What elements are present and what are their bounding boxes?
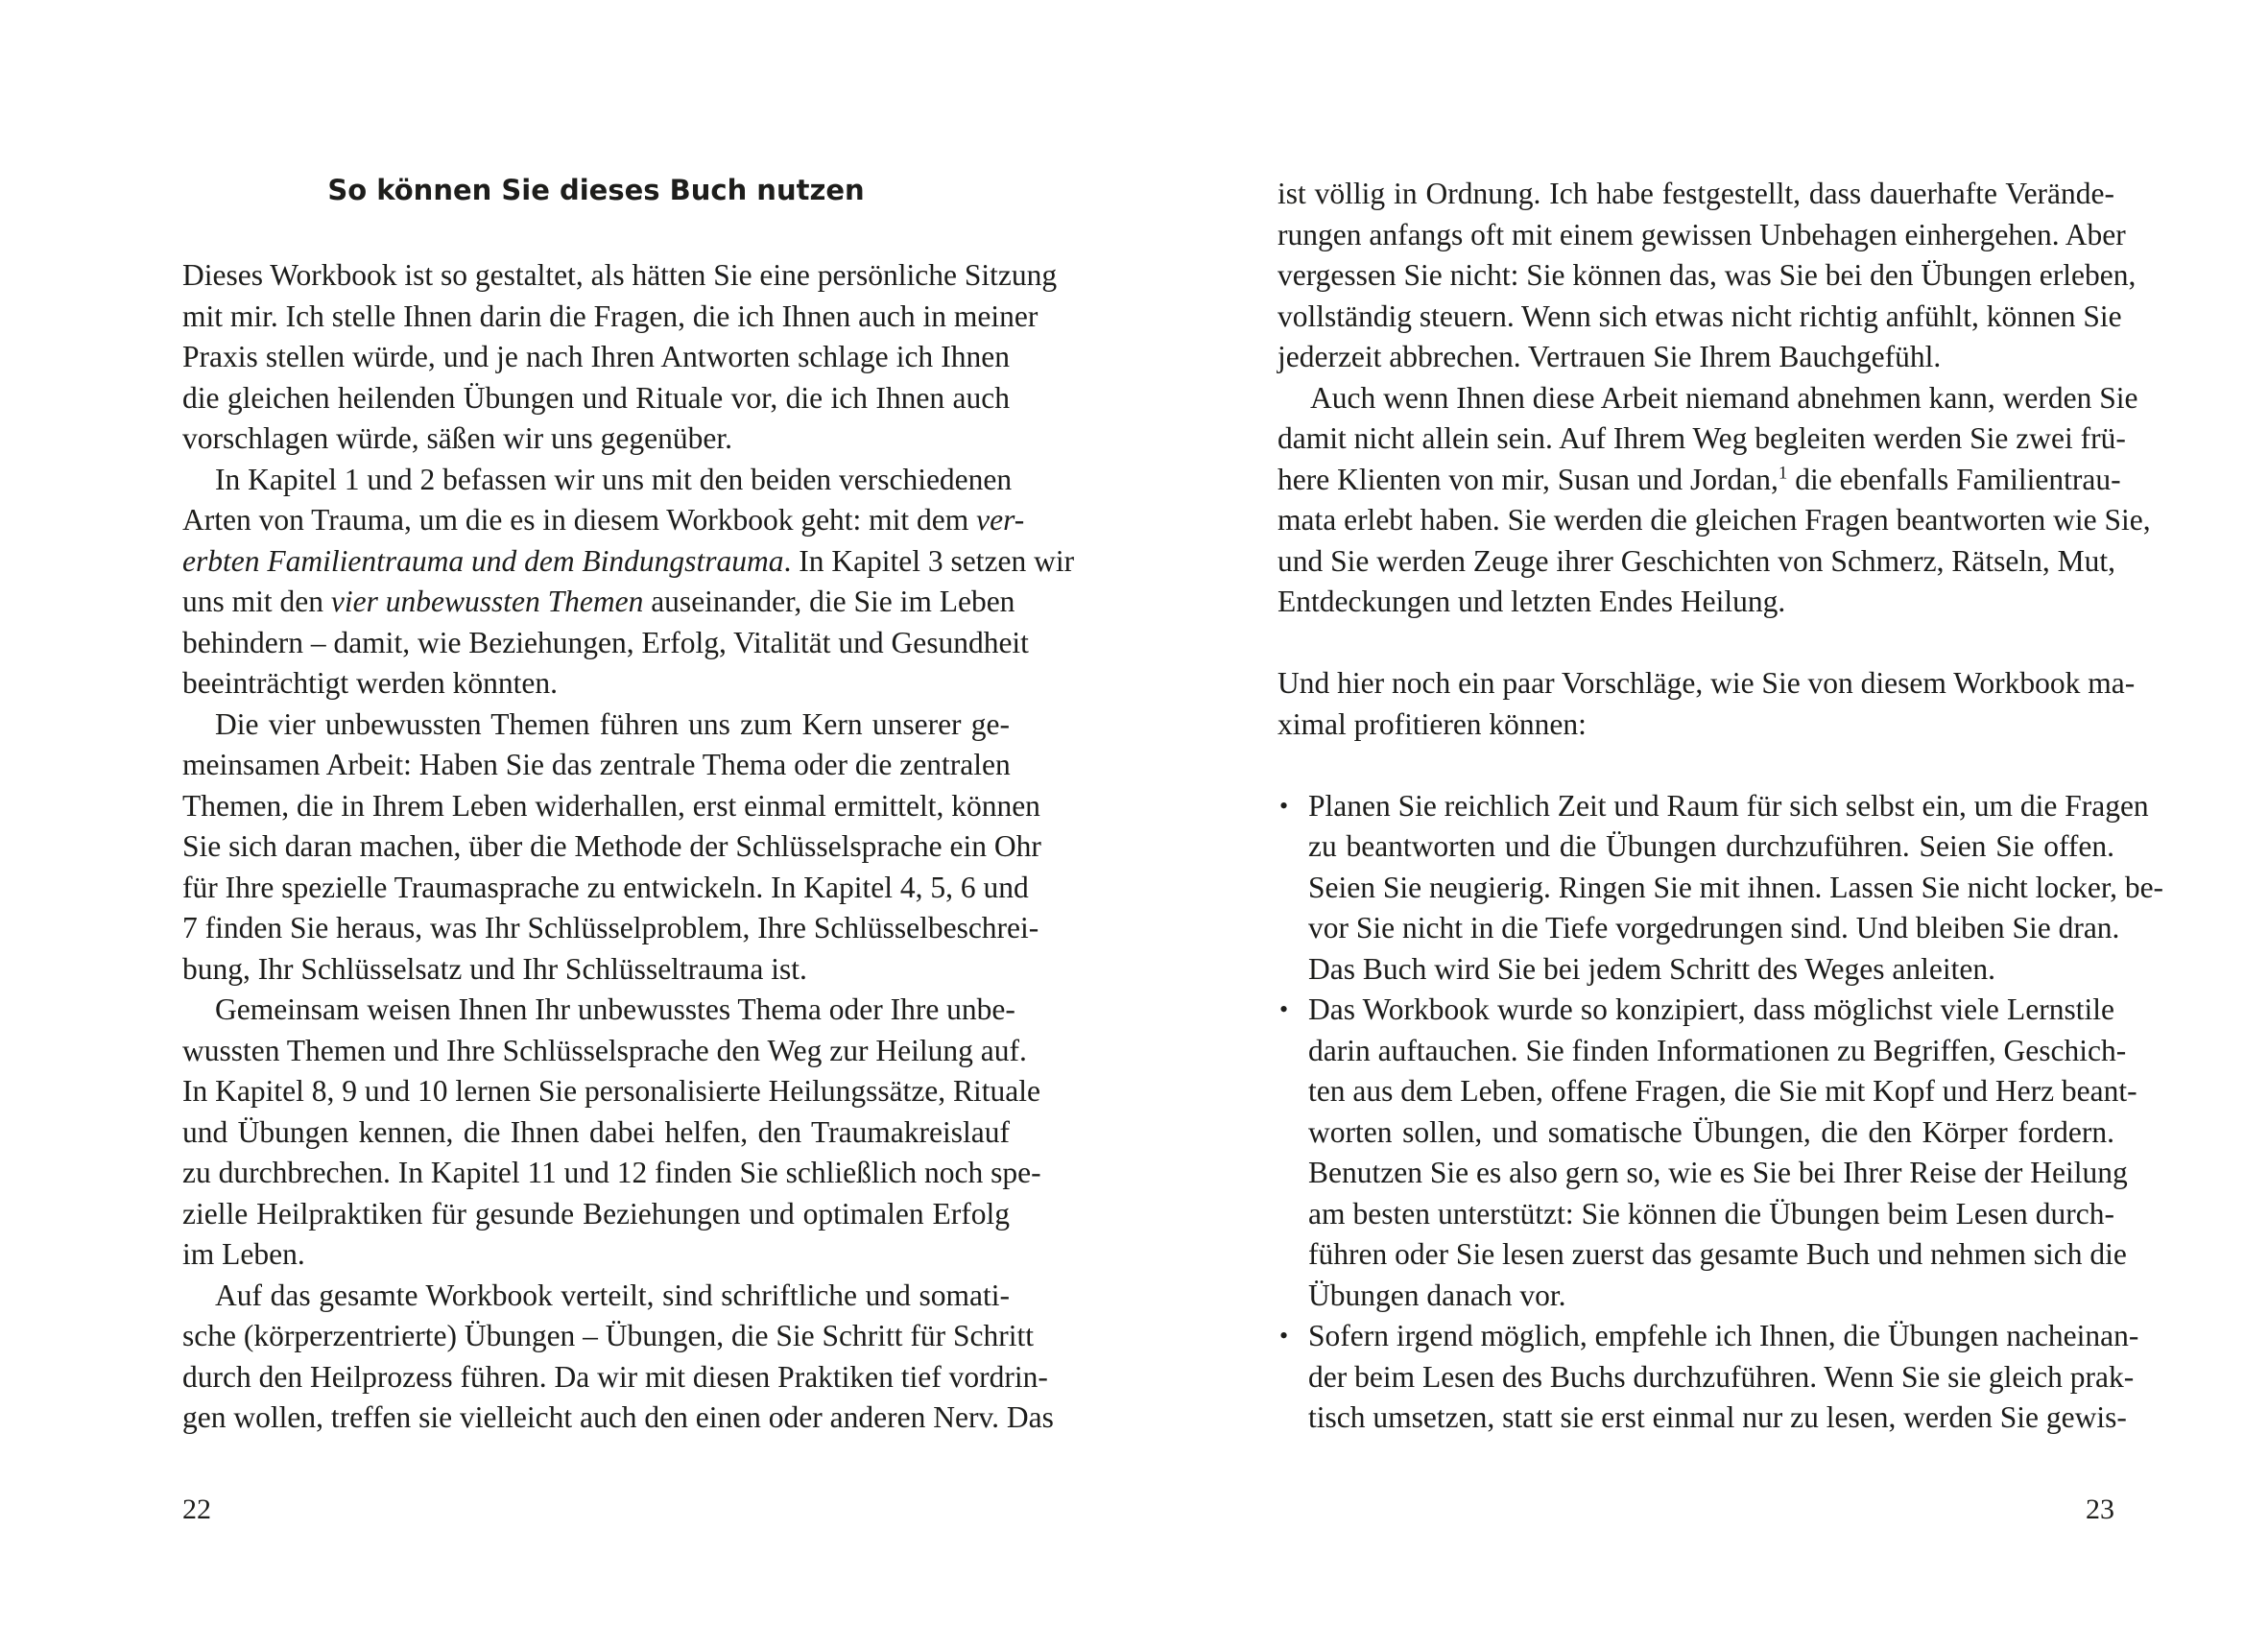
text-line: führen oder Sie lesen zuerst das gesamte Buch und nehmen sich die <box>1308 1237 2127 1271</box>
text-line: In Kapitel 8, 9 und 10 lernen Sie personalisierte Heilungssätze, Rituale <box>182 1074 1041 1108</box>
text-line: meinsamen Arbeit: Haben Sie das zentrale Thema oder die zentralen <box>182 748 1011 781</box>
paragraph-3 <box>182 705 1041 991</box>
paragraph-suggestions-intro <box>1277 663 2136 745</box>
text-line: Sie sich daran machen, über die Methode der Schlüsselsprache ein Ohr <box>182 829 1041 863</box>
text-line: Gemeinsam weisen Ihnen Ihr unbewusstes Thema oder Ihre unbe- <box>215 992 1015 1026</box>
suggestion-list <box>1277 786 2164 1439</box>
text-line: Das Workbook wurde so konzipiert, dass möglichst viele Lernstile <box>1308 992 2114 1026</box>
text-line: Benutzen Sie es also gern so, wie es Sie bei Ihrer Reise der Heilung <box>1308 1156 2128 1189</box>
text-line: zu durchbrechen. In Kapitel 11 und 12 finden Sie schließlich noch spe- <box>182 1156 1041 1189</box>
text-line: gen wollen, treffen sie vielleicht auch den einen oder anderen Nerv. Das <box>182 1400 1054 1434</box>
text-line: Praxis stellen würde, und je nach Ihren Antworten schlage ich Ihnen <box>182 340 1010 373</box>
text-line: Entdeckungen und letzten Endes Heilung. <box>1277 585 1786 618</box>
italic-run: erbten Familientrauma und dem Bindungstrauma <box>182 543 784 578</box>
text-line: tisch umsetzen, statt sie erst einmal nur zu lesen, werden Sie gewis- <box>1308 1400 2127 1434</box>
text-line: durch den Heilprozess führen. Da wir mit diesen Praktiken tief vordrin- <box>182 1359 1048 1394</box>
text-line: worten sollen, und somatische Übungen, die den Körper fordern. <box>1308 1114 2114 1149</box>
text-line: ist völlig in Ordnung. Ich habe festgestellt, dass dauerhafte Verände- <box>1277 177 2114 210</box>
paragraph-1 <box>182 255 1058 460</box>
text-line: jederzeit abbrechen. Vertrauen Sie Ihrem Bauchgefühl. <box>1277 340 1942 373</box>
text-line: Das Buch wird Sie bei jedem Schritt des Weges anleiten. <box>1308 951 1995 986</box>
text-line: die gleichen heilenden Übungen und Rituale vor, die ich Ihnen auch <box>182 380 1010 415</box>
text-line: wussten Themen und Ihre Schlüsselsprache den Weg zur Heilung auf. <box>182 1033 1027 1067</box>
text-line: ximal profitieren können: <box>1277 706 1587 741</box>
footnote-marker: 1 <box>1778 463 1788 483</box>
text-line: der beim Lesen des Buchs durchzuführen. Wenn Sie sie gleich prak- <box>1308 1359 2135 1394</box>
text-line: Auch wenn Ihnen diese Arbeit niemand abnehmen kann, werden Sie <box>1310 380 2138 415</box>
text-run: Arten von Trauma, um die es in diesem Workbook geht: mit dem <box>182 503 969 537</box>
text-line: und Sie werden Zeuge ihrer Geschichten von Schmerz, Rätseln, Mut, <box>1277 543 2116 578</box>
text-line: für Ihre spezielle Traumasprache zu entwickeln. In Kapitel 4, 5, 6 und <box>182 870 1029 904</box>
text-line: und Übungen kennen, die Ihnen dabei helfen, den Traumakreislauf <box>182 1114 1010 1149</box>
paragraph-continued <box>1277 174 2137 378</box>
text-line: zielle Heilpraktiken für gesunde Beziehungen und optimalen Erfolg <box>182 1196 1010 1231</box>
text-line: sche (körperzentrierte) Übungen – Übungen, die Sie Schritt für Schritt <box>182 1319 1034 1352</box>
list-item <box>1277 990 2137 1316</box>
paragraph-companions <box>1277 378 2151 623</box>
text-line: vollständig steuern. Wenn sich etwas nicht richtig anfühlt, können Sie <box>1277 299 2122 333</box>
text-line: mit mir. Ich stelle Ihnen darin die Fragen, die ich Ihnen auch in meiner <box>182 299 1039 333</box>
text-line: Übungen danach vor. <box>1308 1278 1566 1312</box>
text-line: vor Sie nicht in die Tiefe vorgedrungen sind. Und bleiben Sie dran. <box>1308 911 2120 944</box>
list-item <box>1277 1316 2139 1439</box>
text-line: Die vier unbewussten Themen führen uns zum Kern unserer ge- <box>215 706 1010 741</box>
paragraph-5 <box>182 1276 1054 1439</box>
paragraph-2 <box>182 460 1075 705</box>
text-line: darin auftauchen. Sie finden Informationen zu Begriffen, Geschich- <box>1308 1033 2127 1067</box>
text-line: vergessen Sie nicht: Sie können das, was Sie bei den Übungen erleben, <box>1277 258 2137 292</box>
text-line <box>182 500 1025 541</box>
text-run: die ebenfalls Familientrau- <box>1787 462 2121 496</box>
text-line: damit nicht allein sein. Auf Ihrem Weg begleiten werden Sie zwei frü- <box>1277 421 2126 455</box>
text-run: here Klienten von mir, Susan und Jordan, <box>1277 462 1779 496</box>
right-page <box>1134 0 2268 1625</box>
text-line: mata erlebt haben. Sie werden die gleichen Fragen beantworten wie Sie, <box>1277 503 2151 537</box>
text-line: Dieses Workbook ist so gestaltet, als hätten Sie eine persönliche Sitzung <box>182 258 1058 292</box>
text-line <box>182 541 1075 583</box>
bullet-icon: • <box>1279 791 1289 820</box>
list-item <box>1277 786 2164 991</box>
text-run: . In Kapitel 3 setzen wir <box>783 543 1075 578</box>
section-heading: So können Sie dieses Buch nutzen <box>327 174 865 206</box>
text-line: im Leben. <box>182 1237 305 1271</box>
text-line: Themen, die in Ihrem Leben widerhallen, erst einmal ermittelt, können <box>182 788 1040 823</box>
text-line: ten aus dem Leben, offene Fragen, die Sie mit Kopf und Herz beant- <box>1308 1074 2137 1108</box>
paragraph-4 <box>182 990 1041 1276</box>
text-run: uns mit den <box>182 585 323 618</box>
text-line <box>182 582 1015 623</box>
italic-run: vier unbewussten Themen <box>330 585 644 618</box>
text-line: Auf das gesamte Workbook verteilt, sind schriftliche und somati- <box>215 1278 1010 1312</box>
text-line: am besten unterstützt: Sie können die Übungen beim Lesen durch- <box>1308 1196 2114 1231</box>
bullet-icon: • <box>1279 1322 1289 1350</box>
text-line: Planen Sie reichlich Zeit und Raum für sich selbst ein, um die Fragen <box>1308 788 2149 823</box>
text-line: zu beantworten und die Übungen durchzuführen. Seien Sie offen. <box>1308 829 2114 863</box>
text-line: vorschlagen würde, säßen wir uns gegenüber. <box>182 421 732 455</box>
text-line: 7 finden Sie heraus, was Ihr Schlüsselproblem, Ihre Schlüsselbeschrei- <box>182 911 1039 944</box>
bullet-icon: • <box>1279 995 1289 1023</box>
page-number: 22 <box>182 1494 211 1525</box>
text-line: Sofern irgend möglich, empfehle ich Ihnen, die Übungen nacheinan- <box>1308 1319 2139 1352</box>
text-line: behindern – damit, wie Beziehungen, Erfolg, Vitalität und Gesundheit <box>182 625 1029 659</box>
text-line <box>1277 460 2121 501</box>
text-line: Seien Sie neugierig. Ringen Sie mit ihnen. Lassen Sie nicht locker, be- <box>1308 870 2164 904</box>
page-number: 23 <box>2086 1494 2114 1525</box>
text-run: auseinander, die Sie im Leben <box>643 585 1015 618</box>
text-line: Und hier noch ein paar Vorschläge, wie Sie von diesem Workbook ma- <box>1277 666 2136 700</box>
text-line: In Kapitel 1 und 2 befassen wir uns mit den beiden verschiedenen <box>215 462 1013 496</box>
italic-run: ver- <box>976 503 1025 537</box>
text-line: rungen anfangs oft mit einem gewissen Unbehagen einhergehen. Aber <box>1277 217 2126 251</box>
text-line: bung, Ihr Schlüsselsatz und Ihr Schlüsseltrauma ist. <box>182 951 807 986</box>
text-line: beeinträchtigt werden könnten. <box>182 666 558 700</box>
